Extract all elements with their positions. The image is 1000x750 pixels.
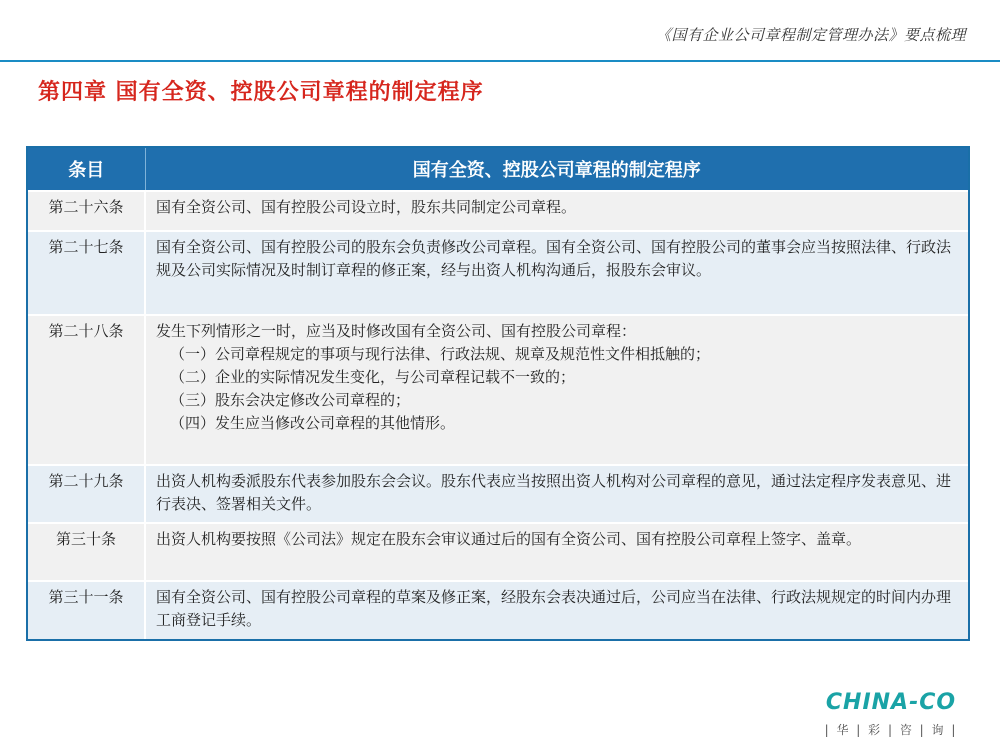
articles-table bbox=[26, 146, 970, 641]
list-item: （三）股东会决定修改公司章程的； bbox=[170, 391, 411, 409]
logo-wordmark: CHINA-CO bbox=[825, 690, 957, 715]
article-number: 第二十六条 bbox=[28, 191, 145, 231]
article-text bbox=[145, 315, 968, 465]
table-row bbox=[28, 581, 968, 639]
company-logo bbox=[816, 690, 966, 738]
list-item: （四）发生应当修改公司章程的其他情形。 bbox=[170, 414, 456, 432]
column-header-procedure: 国有全资、控股公司章程的制定程序 bbox=[145, 148, 968, 191]
article-text bbox=[145, 191, 968, 231]
article-body: 出资人机构要按照《公司法》规定在股东会审议通过后的国有全资公司、国有控股公司章程上签字、盖章。 bbox=[156, 530, 862, 548]
table-row bbox=[28, 191, 968, 231]
article-number: 第三十一条 bbox=[28, 581, 145, 639]
article-body: 发生下列情形之一时，应当及时修改国有全资公司、国有控股公司章程： bbox=[156, 322, 637, 340]
table-header-row bbox=[28, 148, 968, 191]
header-divider bbox=[0, 60, 1000, 62]
article-body: 国有全资公司、国有控股公司设立时，股东共同制定公司章程。 bbox=[156, 198, 577, 216]
article-text bbox=[145, 465, 968, 523]
article-text bbox=[145, 523, 968, 581]
table-row bbox=[28, 523, 968, 581]
article-number: 第二十七条 bbox=[28, 231, 145, 315]
list-item: （二）企业的实际情况发生变化，与公司章程记载不一致的； bbox=[170, 368, 576, 386]
table-row bbox=[28, 231, 968, 315]
article-body: 出资人机构委派股东代表参加股东会会议。股东代表应当按照出资人机构对公司章程的意见，通过法定程序发表意见、进行表决、签署相关文件。 bbox=[156, 472, 952, 513]
column-header-article: 条目 bbox=[28, 148, 145, 191]
article-text bbox=[145, 581, 968, 639]
article-text bbox=[145, 231, 968, 315]
article-number: 第三十条 bbox=[28, 523, 145, 581]
table-row bbox=[28, 315, 968, 465]
document-title: 《国有企业公司章程制定管理办法》要点梳理 bbox=[655, 26, 966, 44]
article-body: 国有全资公司、国有控股公司章程的草案及修正案，经股东会表决通过后，公司应当在法律、行政法规规定的时间内办理工商登记手续。 bbox=[156, 588, 952, 629]
logo-subtitle: | 华 | 彩 | 咨 | 询 | bbox=[824, 723, 958, 737]
article-body: 国有全资公司、国有控股公司的股东会负责修改公司章程。国有全资公司、国有控股公司的董事会应当按照法律、行政法规及公司实际情况及时制订章程的修正案，经与出资人机构沟通后，报股东会审议。 bbox=[156, 238, 952, 279]
articles-table-grid bbox=[28, 148, 968, 639]
list-item: （一）公司章程规定的事项与现行法律、行政法规、规章及规范性文件相抵触的； bbox=[170, 345, 711, 363]
article-number: 第二十八条 bbox=[28, 315, 145, 465]
chapter-title: 第四章 国有全资、控股公司章程的制定程序 bbox=[38, 80, 484, 105]
article-number: 第二十九条 bbox=[28, 465, 145, 523]
table-row bbox=[28, 465, 968, 523]
